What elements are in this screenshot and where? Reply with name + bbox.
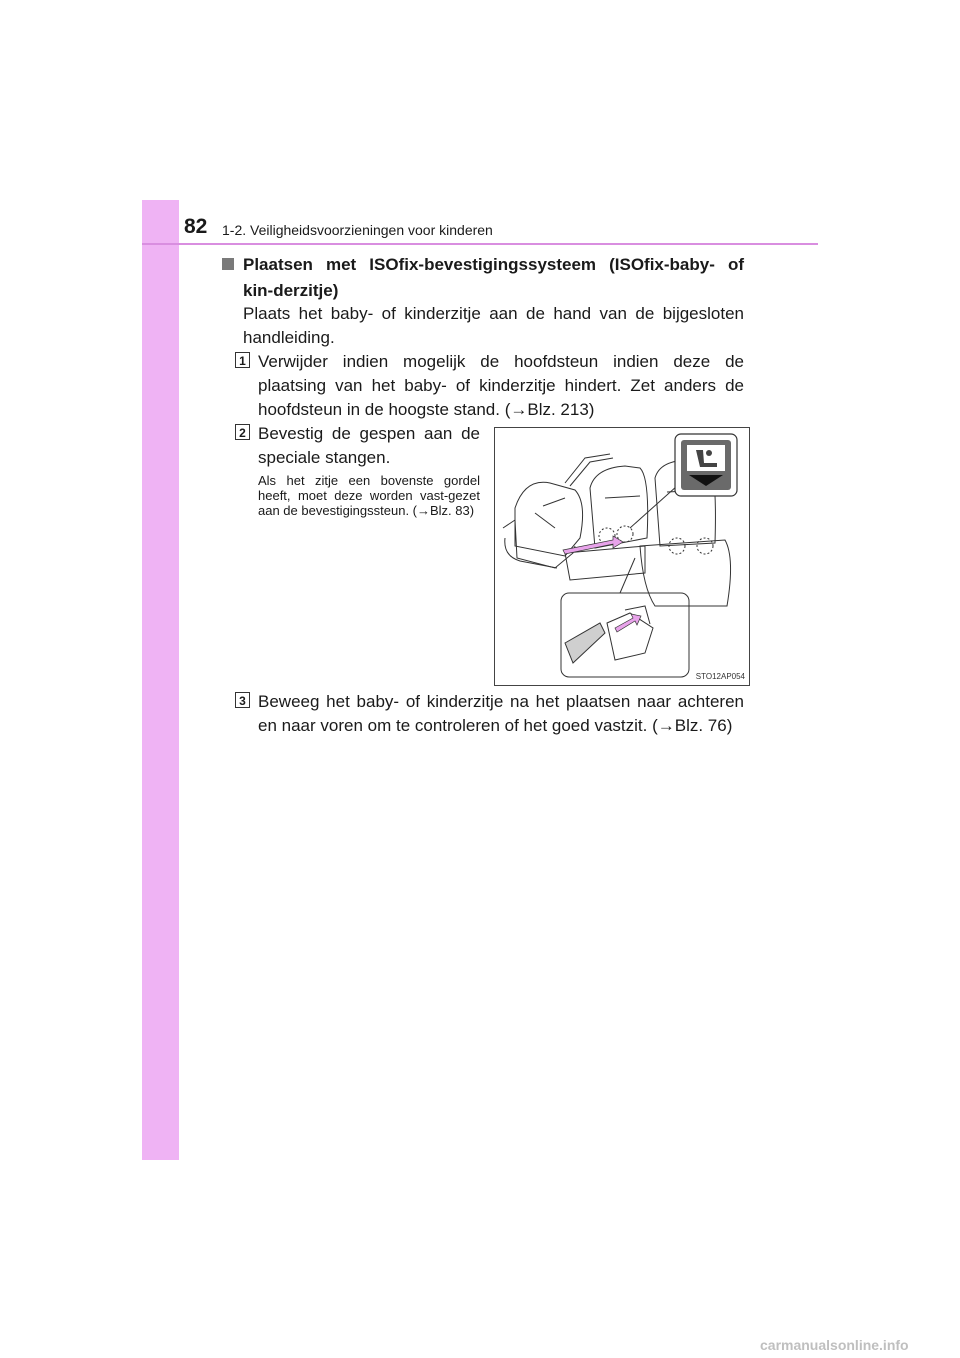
step-number-badge: 3: [235, 692, 250, 708]
subsection-heading: Plaatsen met ISOfix-bevestigingssysteem (ISOfix-baby- of kin-derzitje): [243, 255, 744, 300]
step-number-badge: 2: [235, 424, 250, 440]
step-number-badge: 1: [235, 352, 250, 368]
chapter-sidebar-tab: [142, 200, 179, 1160]
step-text: Bevestig de gespen aan de speciale stangen.: [258, 424, 480, 467]
watermark: carmanualsonline.info: [760, 1337, 909, 1353]
header-rule: [142, 243, 818, 245]
page-number: 82: [184, 215, 208, 238]
figure-code: STO12AP054: [695, 672, 745, 681]
step-text: Beweeg het baby- of kinderzitje na het plaatsen naar achteren en naar voren om te controleren of het goed vastzit. (→Blz. 76): [258, 692, 744, 735]
step-note: Als het zitje een bovenste gordel heeft, moet deze worden vast-gezet aan de bevestigingssteun. (→Blz. 83): [258, 473, 480, 518]
car-seat-drawing: [495, 428, 749, 685]
square-bullet-icon: [222, 258, 234, 270]
isofix-symbol-icon: [675, 434, 737, 496]
step-text: Verwijder indien mogelijk de hoofdsteun indien deze de plaatsing van het baby- of kinderzitje hindert. Zet anders de hoofdsteun in de hoogste stand. (→Blz. 213): [258, 352, 744, 419]
intro-paragraph: Plaats het baby- of kinderzitje aan de hand van de bijgesloten handleiding.: [243, 304, 744, 347]
isofix-illustration: [494, 427, 750, 686]
section-title: 1-2. Veiligheidsvoorzieningen voor kinderen: [222, 222, 493, 238]
